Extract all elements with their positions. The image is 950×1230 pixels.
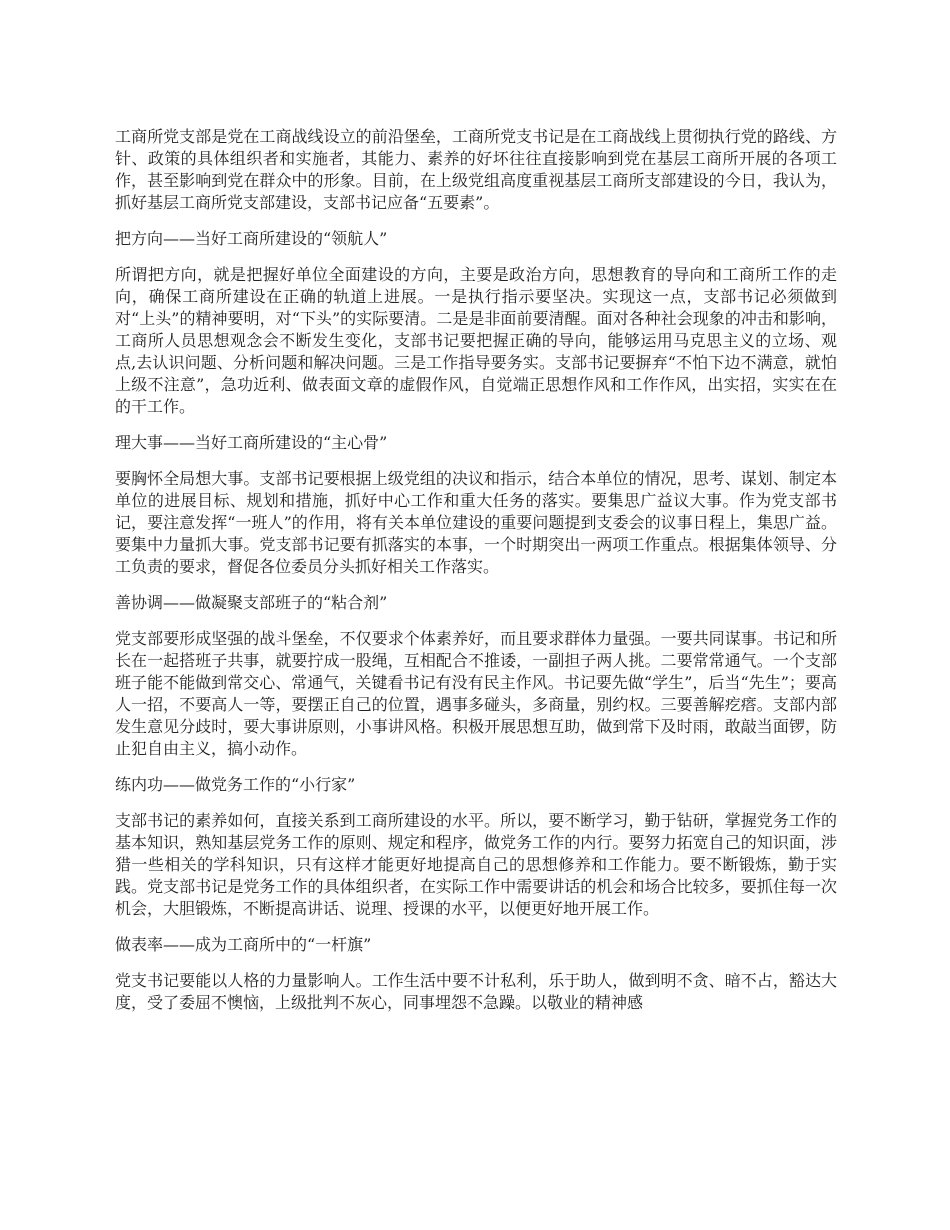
section-paragraph: 所谓把方向，就是把握好单位全面建设的方向，主要是政治方向，思想教育的导向和工商所工作的走向，确保工商所建设在正确的轨道上进展。一是执行指示要坚决。实现这一点，支部书记必须做到对“上头”的精神要明，对“下头”的实际要清。二是是非面前要清醒。面对各种社会现象的冲击和影响，工商所人员思想观念会不断发生变化，支部书记要把握正确的导向，能够运用马克思主义的立场、观点,去认识问题、分析问题和解决问题。三是工作指导要务实。支部书记要摒弃“不怕下边不满意，就怕上级不注意”，急功近利、做表面文章的虚假作风，自觉端正思想作风和工作作风，出实招，实实在在的干工作。 xyxy=(115,265,837,416)
section-paragraph: 党支书记要能以人格的力量影响人。工作生活中要不计私利，乐于助人，做到明不贪、暗不占，豁达大度，受了委屈不懊恼，上级批判不灰心，同事埋怨不急躁。以敬业的精神感 xyxy=(115,971,837,1012)
section-heading: 练内功——做党务工作的“小行家” xyxy=(115,775,356,794)
section-heading: 理大事——当好工商所建设的“主心骨” xyxy=(115,433,388,452)
intro-paragraph: 工商所党支部是党在工商战线设立的前沿堡垒，工商所党支书记是在工商战线上贯彻执行党的路线、方针、政策的具体组织者和实施者，其能力、素养的好坏往往直接影响到党在基层工商所开展的各项工作，甚至影响到党在群众中的形象。目前，在上级党组高度重视基层工商所支部建设的今日，我认为，抓好基层工商所党支部建设，支部书记应备“五要素”。 xyxy=(115,127,837,212)
document-page xyxy=(115,126,837,1028)
section-heading: 把方向——当好工商所建设的“领航人” xyxy=(115,229,388,248)
section-paragraph: 党支部要形成坚强的战斗堡垒，不仅要求个体素养好，而且要求群体力量强。一要共同谋事。书记和所长在一起搭班子共事，就要拧成一股绳，互相配合不推诿，一副担子两人挑。二要常常通气。一个支部班子能不能做到常交心、常通气，关键看书记有没有民主作风。书记要先做“学生”，后当“先生”；要高人一招，不要高人一等，要摆正自己的位置，遇事多碰头，多商量，别约权。三要善解疙瘩。支部内部发生意见分歧时，要大事讲原则，小事讲风格。积极开展思想互助，做到常下及时雨，敢敲当面锣，防止犯自由主义，搞小动作。 xyxy=(115,629,837,758)
section-paragraph: 支部书记的素养如何，直接关系到工商所建设的水平。所以，要不断学习，勤于钻研，掌握党务工作的基本知识，熟知基层党务工作的原则、规定和程序，做党务工作的内行。要努力拓宽自己的知识面，涉猎一些相关的学科知识，只有这样才能更好地提高自己的思想修养和工作能力。要不断锻炼，勤于实践。党支部书记是党务工作的具体组织者，在实际工作中需要讲话的机会和场合比较多，要抓住每一次机会，大胆锻炼，不断提高讲话、说理、授课的水平，以便更好地开展工作。 xyxy=(115,811,837,918)
section-heading: 做表率——成为工商所中的“一杆旗” xyxy=(115,935,372,954)
section-heading: 善协调——做凝聚支部班子的“粘合剂” xyxy=(115,593,388,612)
section-paragraph: 要胸怀全局想大事。支部书记要根据上级党组的决议和指示，结合本单位的情况，思考、谋划、制定本单位的进展目标、规划和措施，抓好中心工作和重大任务的落实。要集思广益议大事。作为党支部书记，要注意发挥“一班人”的作用，将有关本单位建设的重要问题提到支委会的议事日程上，集思广益。要集中力量抓大事。党支部书记要有抓落实的本事，一个时期突出一两项工作重点。根据集体领导、分工负责的要求，督促各位委员分头抓好相关工作落实。 xyxy=(115,469,837,576)
